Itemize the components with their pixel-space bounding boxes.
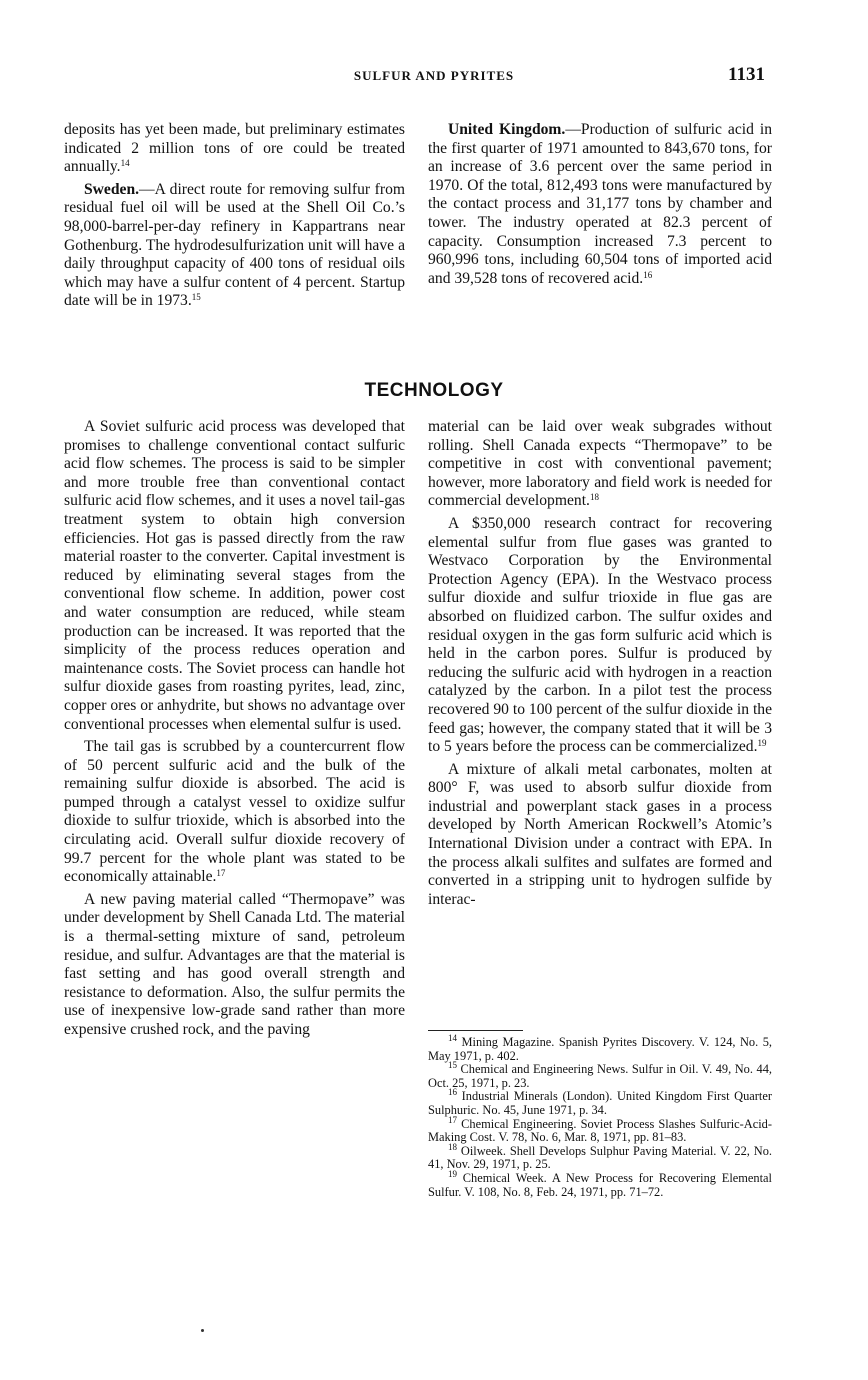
paragraph: A mixture of alkali metal carbonates, molten at 800° F, was used to absorb sulfur dioxide from industrial and powerplant stack gases in a process developed by North American Rockwell’s Atomic’s International Division under a contract with EPA. In the process alkali sulfites and sulfates are formed and converted in a stripping unit to hydrogen sulfide by interac- bbox=[428, 760, 772, 908]
footnote: $^{18}$ Oilweek. Shell Develops Sulphur Paving Material. V. 22, No. 41, Nov. 29, 1971, p. 25. bbox=[428, 1141, 772, 1172]
footnote: $^{15}$ Chemical and Engineering News. Sulfur in Oil. V. 49, No. 44, Oct. 25, 1971, p. 23. bbox=[428, 1060, 772, 1090]
paragraph: A new paving material called “Thermopave” was under development by Shell Canada Ltd. The material is a thermal-setting mixture of sand, petroleum residue, and sulfur. Advantages are that the material is fast setting and has good overall strength and resistance to deformation. Also, the sulfur permits the use of inexpensive low-grade sand rather than more expensive crushed rock, and the paving bbox=[64, 890, 405, 1038]
right-column bbox=[428, 418, 772, 909]
paragraph: The tail gas is scrubbed by a countercurrent flow of 50 percent sulfuric acid and the bulk of the remaining sulfur dioxide is absorbed. The acid is pumped through a catalyst vessel to oxidize sulfur dioxide to sulfur trioxide, which is absorbed into the circulating acid. Overall sulfur dioxide recovery of 99.7 percent for the whole plant was stated to be economically attainable.$^{17}$ bbox=[64, 738, 405, 886]
run-in-heading: United Kingdom. bbox=[448, 121, 566, 138]
footnotes bbox=[428, 1033, 772, 1199]
footnote-ref: 14 bbox=[120, 158, 130, 169]
footnote: $^{14}$ Mining Magazine. Spanish Pyrites Discovery. V. 124, No. 5, May 1971, p. 402. bbox=[428, 1033, 772, 1063]
page-number: 1131 bbox=[728, 64, 765, 85]
paragraph: A $350,000 research contract for recovering elemental sulfur from flue gases was granted to Westvaco Corporation by the Environmental Protection Agency (EPA). In the Westvaco process sulfur dioxide and sulfur trioxide in flue gas are absorbed on fluidized carbon. The sulfur oxides and residual oxygen in the gas form sulfuric acid which is held in the carbon pores. Sulfur is produced by reducing the sulfuric acid with hydrogen in a reaction catalyzed by the carbon. In a pilot test the process recovered 90 to 100 percent of the sulfur dioxide in the feed gas; however, the company stated that it will be 3 to 5 years before the process can be commercialized.$^{19}$ bbox=[428, 514, 772, 756]
top-left-column bbox=[64, 121, 405, 311]
scan-speck bbox=[201, 1329, 204, 1332]
footnote-ref: 18 bbox=[589, 492, 599, 503]
top-right-column bbox=[428, 121, 772, 288]
uk-paragraph: United Kingdom.—Production of sulfuric acid in the first quarter of 1971 amounted to 843,670 tons, for an increase of 3.6 percent over the same period in 1970. Of the total, 812,493 tons were manufactured by the contact process and 31,177 tons by chamber and tower. The industry operated at 82.3 percent of capacity. Consumption increased 7.3 percent to 960,996 tons, including 60,504 tons of imported acid and 39,528 tons of recovered acid.$^{16}$ bbox=[428, 121, 772, 287]
sweden-paragraph: Sweden.—A direct route for removing sulfur from residual fuel oil will be used at the Shell Oil Co.’s 98,000-barrel-per-day refinery in Kappartrans near Gothenburg. The hydrodesulfurization unit will have a daily throughput capacity of 400 tons of residual oils which may have a sulfur content of 4 percent. Startup date will be in 1973.15 bbox=[64, 180, 405, 310]
footnote-rule bbox=[428, 1030, 523, 1031]
continued-paragraph: deposits has yet been made, but preliminary estimates indicated 2 million tons of ore could be treated annually.$^{14}$ bbox=[64, 121, 405, 176]
footnote-ref: 17 bbox=[216, 868, 226, 879]
footnote: $^{19}$ Chemical Week. A New Process for Recovering Elemental Sulfur. V. 108, No. 8, Feb. 24, 1971, pp. 71–72. bbox=[428, 1168, 772, 1199]
paragraph: A Soviet sulfuric acid process was developed that promises to challenge conventional contact sulfuric acid flow schemes. The process is said to be simpler and more trouble free than conventional contact sulfuric acid flow schemes, and it uses a novel tail-gas treatment system to obtain high conversion efficiencies. Hot gas is passed directly from the raw material roaster to the converter. Capital investment is reduced by eliminating several stages from the conventional flow scheme. In addition, power cost and water consumption are reduced, while steam production can be increased. It was reported that the simplicity of the process reduces operation and maintenance costs. The Soviet process can handle hot sulfur dioxide gases from roasting pyrites, lead, zinc, copper ores or anhydrite, but shows no advantage over conventional processes when elemental sulfur is used. bbox=[64, 418, 405, 733]
section-heading: TECHNOLOGY bbox=[364, 380, 504, 401]
footnote-ref: 19 bbox=[757, 738, 767, 749]
footnote-ref: 16 bbox=[643, 269, 653, 280]
run-in-heading: Sweden. bbox=[84, 180, 140, 198]
running-header: SULFUR AND PYRITES bbox=[353, 68, 515, 83]
footnote: $^{16}$ Industrial Minerals (London). United Kingdom First Quarter Sulphuric. No. 45, June 1971, p. 34. bbox=[428, 1087, 772, 1117]
footnote: $^{17}$ Chemical Engineering. Soviet Process Slashes Sulfuric-Acid-Making Cost. V. 78, No. 6, Mar. 8, 1971, pp. 81–83. bbox=[428, 1114, 772, 1145]
footnote-ref: 15 bbox=[191, 292, 201, 303]
paragraph: material can be laid over weak subgrades without rolling. Shell Canada expects “Thermopave” to be competitive in cost with conventional pavement; however, more laboratory and field work is needed for commercial development.$^{18}$ bbox=[428, 418, 772, 510]
left-column bbox=[64, 418, 405, 1040]
